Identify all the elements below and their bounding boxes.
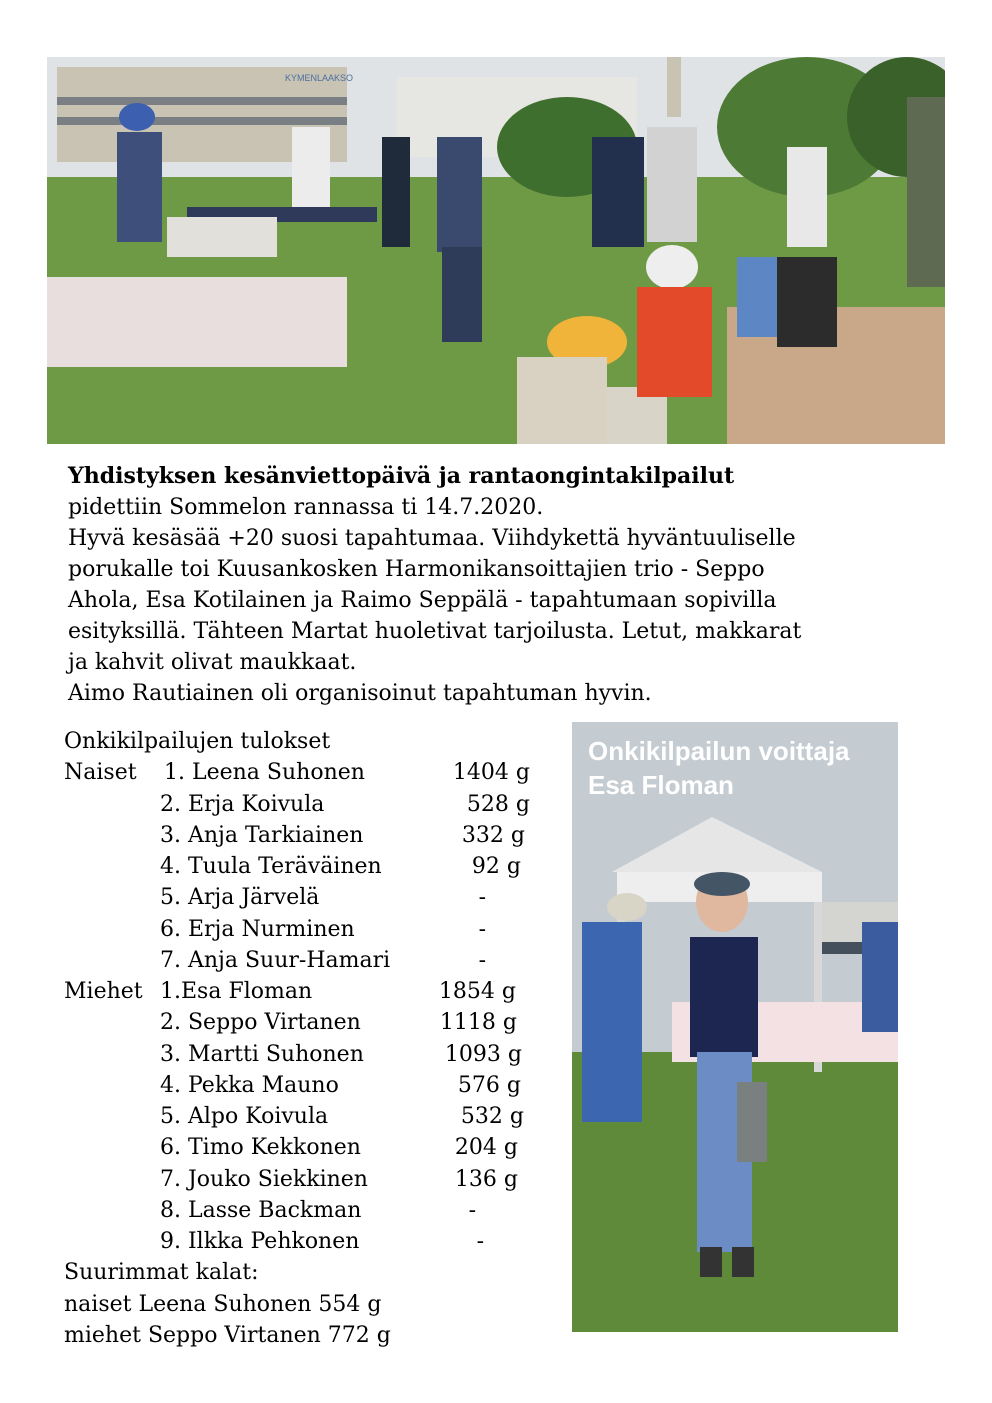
result-name: 7. Anja Suur-Hamari bbox=[160, 947, 391, 973]
intro-line: Ahola, Esa Kotilainen ja Raimo Seppälä - tapahtumaan sopivilla bbox=[68, 588, 777, 613]
result-name: 1. Leena Suhonen bbox=[164, 760, 365, 786]
intro-line: porukalle toi Kuusankosken Harmonikansoittajien trio - Seppo bbox=[68, 557, 765, 582]
event-photo bbox=[47, 57, 945, 444]
winner-photo-illustration bbox=[572, 722, 898, 1332]
result-weight: 136 g bbox=[454, 1166, 518, 1192]
intro-line: esityksillä. Tähteen Martat huoletivat tarjoilusta. Letut, makkarat bbox=[68, 619, 802, 644]
result-name: 5. Alpo Koivula bbox=[160, 1104, 329, 1129]
building-sign: KYMENLAAKSO bbox=[285, 73, 354, 83]
result-row bbox=[64, 1226, 564, 1257]
result-name: 9. Ilkka Pehkonen bbox=[160, 1229, 360, 1254]
biggest-row bbox=[64, 1320, 564, 1351]
result-name: 4. Tuula Teräväinen bbox=[160, 854, 382, 879]
result-name: 2. Seppo Virtanen bbox=[160, 1010, 361, 1036]
result-name: 4. Pekka Mauno bbox=[160, 1072, 339, 1098]
result-weight: 92 g bbox=[471, 854, 521, 879]
result-row bbox=[64, 1101, 564, 1132]
result-weight: 1093 g bbox=[444, 1041, 522, 1067]
result-name: 5. Arja Järvelä bbox=[160, 885, 320, 911]
result-row bbox=[64, 945, 564, 976]
biggest-title: Suurimmat kalat: bbox=[64, 1260, 259, 1286]
intro-line: pidettiin Sommelon rannassa ti 14.7.2020. bbox=[68, 495, 544, 520]
result-weight: 204 g bbox=[454, 1135, 518, 1161]
result-weight: - bbox=[478, 916, 486, 942]
result-row bbox=[64, 914, 564, 945]
result-row bbox=[64, 1164, 564, 1195]
result-name: 3. Martti Suhonen bbox=[160, 1041, 364, 1067]
winner-photo bbox=[572, 722, 898, 1332]
winner-photo-caption bbox=[588, 734, 888, 802]
result-name: 6. Erja Nurminen bbox=[160, 916, 355, 942]
men-label: Miehet bbox=[64, 979, 143, 1004]
caption-line: Esa Floman bbox=[588, 770, 734, 800]
result-weight: - bbox=[476, 1229, 484, 1254]
result-weight: - bbox=[478, 885, 486, 911]
result-row bbox=[64, 1070, 564, 1101]
result-weight: 1404 g bbox=[452, 760, 530, 786]
result-row bbox=[64, 851, 564, 882]
biggest-women: naiset Leena Suhonen 554 g bbox=[64, 1291, 382, 1317]
result-row bbox=[64, 1007, 564, 1038]
intro-paragraph bbox=[68, 461, 948, 709]
result-row bbox=[64, 1039, 564, 1070]
caption-line: Onkikilpailun voittaja bbox=[588, 736, 850, 766]
result-weight: 332 g bbox=[461, 822, 525, 848]
result-weight: - bbox=[468, 1197, 476, 1223]
result-weight: 1118 g bbox=[439, 1010, 517, 1036]
result-weight: - bbox=[478, 947, 486, 973]
result-row bbox=[64, 789, 564, 820]
result-name: 2. Erja Koivula bbox=[160, 791, 325, 817]
intro-line: Aimo Rautiainen oli organisoinut tapahtuman hyvin. bbox=[68, 681, 652, 706]
biggest-men: miehet Seppo Virtanen 772 g bbox=[64, 1322, 391, 1348]
result-weight: 532 g bbox=[460, 1104, 524, 1129]
result-name: 7. Jouko Siekkinen bbox=[160, 1166, 368, 1192]
event-photo-illustration bbox=[47, 57, 945, 444]
result-row bbox=[64, 1132, 564, 1163]
result-name: 3. Anja Tarkiainen bbox=[160, 822, 364, 848]
biggest-row bbox=[64, 1289, 564, 1320]
intro-line: Hyvä kesäsää +20 suosi tapahtumaa. Viihdykettä hyväntuuliselle bbox=[68, 526, 796, 551]
result-row bbox=[64, 757, 564, 788]
result-name: 6. Timo Kekkonen bbox=[160, 1135, 361, 1161]
result-row bbox=[64, 820, 564, 851]
result-name: 8. Lasse Backman bbox=[160, 1197, 362, 1223]
result-weight: 1854 g bbox=[438, 979, 516, 1004]
results-list bbox=[64, 726, 564, 1351]
biggest-title-row bbox=[64, 1257, 564, 1288]
result-name: 1.Esa Floman bbox=[160, 979, 313, 1004]
result-row bbox=[64, 882, 564, 913]
results-title: Onkikilpailujen tulokset bbox=[64, 729, 331, 754]
result-row bbox=[64, 976, 564, 1007]
result-weight: 576 g bbox=[457, 1072, 521, 1098]
women-label: Naiset bbox=[64, 760, 137, 786]
intro-line: ja kahvit olivat maukkaat. bbox=[68, 650, 357, 675]
results-title-row bbox=[64, 726, 564, 757]
article-headline: Yhdistyksen kesänviettopäivä ja rantaongintakilpailut bbox=[68, 463, 735, 489]
result-row bbox=[64, 1195, 564, 1226]
result-weight: 528 g bbox=[466, 791, 530, 817]
